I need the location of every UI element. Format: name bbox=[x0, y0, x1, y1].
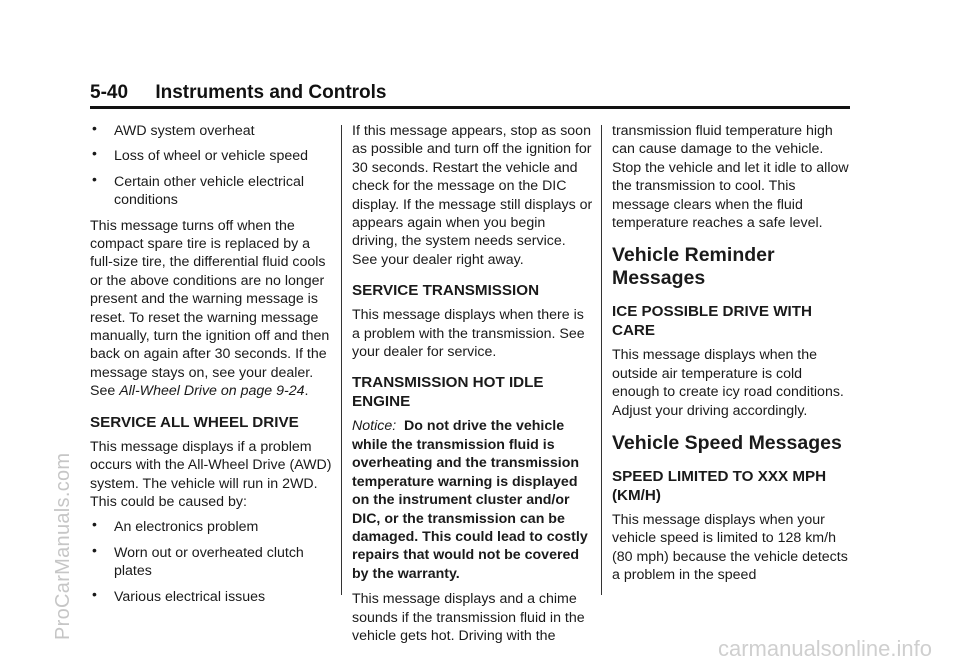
major-heading: Vehicle Reminder Messages bbox=[612, 244, 775, 290]
section-heading: SERVICE ALL WHEEL DRIVE bbox=[90, 413, 299, 431]
notice-text: Do not drive the vehicle while the transmission fluid is overheating and the transmission temperature warning is displayed on the instrument cluster and/or DIC, or the transmission can be damaged. This could lead to costly repairs that would not be covered by the warranty. bbox=[352, 418, 588, 582]
column-1 bbox=[90, 122, 335, 613]
cross-reference-link[interactable]: All-Wheel Drive on page 9-24 bbox=[119, 383, 305, 400]
major-heading: Vehicle Speed Messages bbox=[612, 432, 842, 455]
paragraph: This message turns off when the compact spare tire is replaced by a full-size tire, the differential fluid cools or the above conditions are no longer present and the warning message is reset. To reset the warning message manually, turn the ignition off and then back on again after 30 seconds. If the message stays on, see your dealer. See All-Wheel Drive on page 9-24. bbox=[90, 217, 330, 400]
column-divider-2 bbox=[601, 125, 602, 595]
notice bbox=[352, 417, 594, 583]
paragraph: This message displays when the outside air temperature is cold enough to create icy road conditions. Adjust your driving accordingly. bbox=[612, 347, 844, 419]
column-3 bbox=[612, 122, 852, 592]
bullet-item: • Certain other vehicle electrical conditions bbox=[90, 173, 335, 210]
section-heading: SERVICE TRANSMISSION bbox=[352, 282, 540, 300]
paragraph: This message displays and a chime sounds if the transmission fluid in the vehicle gets hot. Driving with the bbox=[352, 591, 585, 644]
column-divider-1 bbox=[341, 125, 342, 595]
bullet-item: • Various electrical issues bbox=[90, 588, 335, 606]
bullet-item: • Worn out or overheated clutch plates bbox=[90, 544, 335, 581]
column-2 bbox=[352, 122, 594, 652]
paragraph: This message displays when there is a problem with the transmission. See your dealer for service. bbox=[352, 307, 585, 361]
paragraph: This message displays if a problem occurs with the All-Wheel Drive (AWD) system. The vehicle will run in 2WD. This could be caused by: bbox=[90, 438, 332, 510]
paragraph: If this message appears, stop as soon as possible and turn off the ignition for 30 seconds. Restart the vehicle and check for the message on the DIC display. If the message still displays or appears again when you begin driving, the system needs service. See your dealer right away. bbox=[352, 123, 593, 268]
bullet-item: • Loss of wheel or vehicle speed bbox=[90, 147, 335, 165]
section-title: Instruments and Controls bbox=[155, 82, 387, 103]
page-number: 5-40 bbox=[90, 82, 129, 103]
paragraph: This message displays when your vehicle speed is limited to 128 km/h (80 mph) because the vehicle detects a problem in the speed bbox=[612, 512, 848, 584]
section-heading: ICE POSSIBLE DRIVE WITH CARE bbox=[612, 303, 812, 340]
watermark-bottom: carmanualsonline.info bbox=[717, 636, 932, 661]
page-header bbox=[90, 82, 850, 104]
bullet-item: • An electronics problem bbox=[90, 518, 335, 536]
watermark-left: ProCarManuals.com bbox=[52, 452, 74, 640]
header-rule bbox=[90, 106, 850, 109]
notice-label: Notice: bbox=[352, 418, 397, 435]
section-heading: SPEED LIMITED TO XXX MPH (KM/H) bbox=[612, 468, 827, 505]
bullet-item: • AWD system overheat bbox=[90, 122, 335, 140]
section-heading: TRANSMISSION HOT IDLE ENGINE bbox=[352, 374, 544, 411]
paragraph: transmission fluid temperature high can cause damage to the vehicle. Stop the vehicle and let it idle to allow the transmission to cool. This message clears when the fluid temperature reaches a safe level. bbox=[612, 123, 849, 232]
